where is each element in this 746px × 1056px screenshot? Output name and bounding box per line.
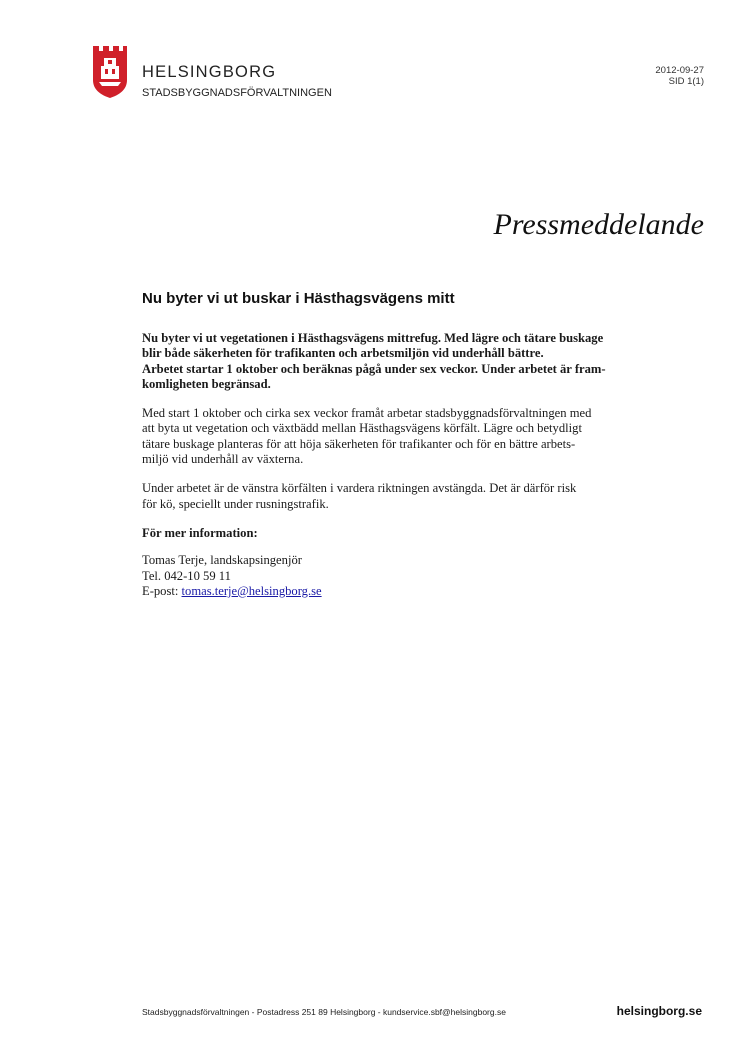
document-type-title: Pressmeddelande: [493, 208, 704, 241]
text-line: Under arbetet är de vänstra körfälten i vardera riktningen avstängda. Det är därför risk: [142, 481, 577, 496]
body-paragraph-2: [142, 481, 612, 512]
contact-heading: För mer information:: [142, 525, 258, 540]
press-release-headline: Nu byter vi ut buskar i Hästhagsvägens mitt: [142, 290, 455, 307]
body-paragraph-1: [142, 406, 612, 467]
text-line: miljö vid underhåll av växterna.: [142, 452, 304, 467]
document-date: 2012-09-27: [655, 65, 704, 76]
contact-block: [142, 553, 612, 599]
text-line: komligheten begränsad.: [142, 376, 271, 391]
text-line: blir både säkerheten för trafikanten och arbetsmiljön vid underhåll bättre.: [142, 346, 544, 361]
lead-paragraph: [142, 331, 612, 392]
text-line: tätare buskage planteras för att höja säkerheten för trafikanter och för en bättre arbets-: [142, 436, 576, 451]
page-number: SID 1(1): [668, 76, 704, 87]
text-line: Arbetet startar 1 oktober och beräknas pågå under sex veckor. Under arbetet är fram-: [142, 361, 606, 376]
press-release-body: [142, 331, 612, 613]
department-name: STADSBYGGNADSFÖRVALTNINGEN: [142, 87, 332, 99]
organization-name: HELSINGBORG: [142, 63, 277, 81]
text-line: Med start 1 oktober och cirka sex veckor framåt arbetar stadsbyggnadsförvaltningen med: [142, 406, 592, 421]
contact-email-link[interactable]: tomas.terje@helsingborg.se: [181, 583, 322, 598]
helsingborg-coat-of-arms-logo: [92, 44, 128, 100]
document-meta: [655, 65, 704, 87]
text-line: Nu byter vi ut vegetationen i Hästhagsvägens mittrefug. Med lägre och tätare buskage: [142, 331, 604, 345]
text-line: för kö, speciellt under rusningstrafik.: [142, 496, 329, 511]
footer-address: Stadsbyggnadsförvaltningen - Postadress 251 89 Helsingborg - kundservice.sbf@helsingborg.se: [142, 1007, 506, 1017]
footer-website[interactable]: helsingborg.se: [616, 1004, 702, 1018]
contact-email-label: E-post:: [142, 583, 182, 598]
contact-phone: Tel. 042-10 59 11: [142, 568, 231, 583]
contact-name: Tomas Terje, landskapsingenjör: [142, 553, 302, 568]
text-line: att byta ut vegetation och växtbädd mellan Hästhagsvägens körfält. Lägre och betydligt: [142, 421, 582, 436]
